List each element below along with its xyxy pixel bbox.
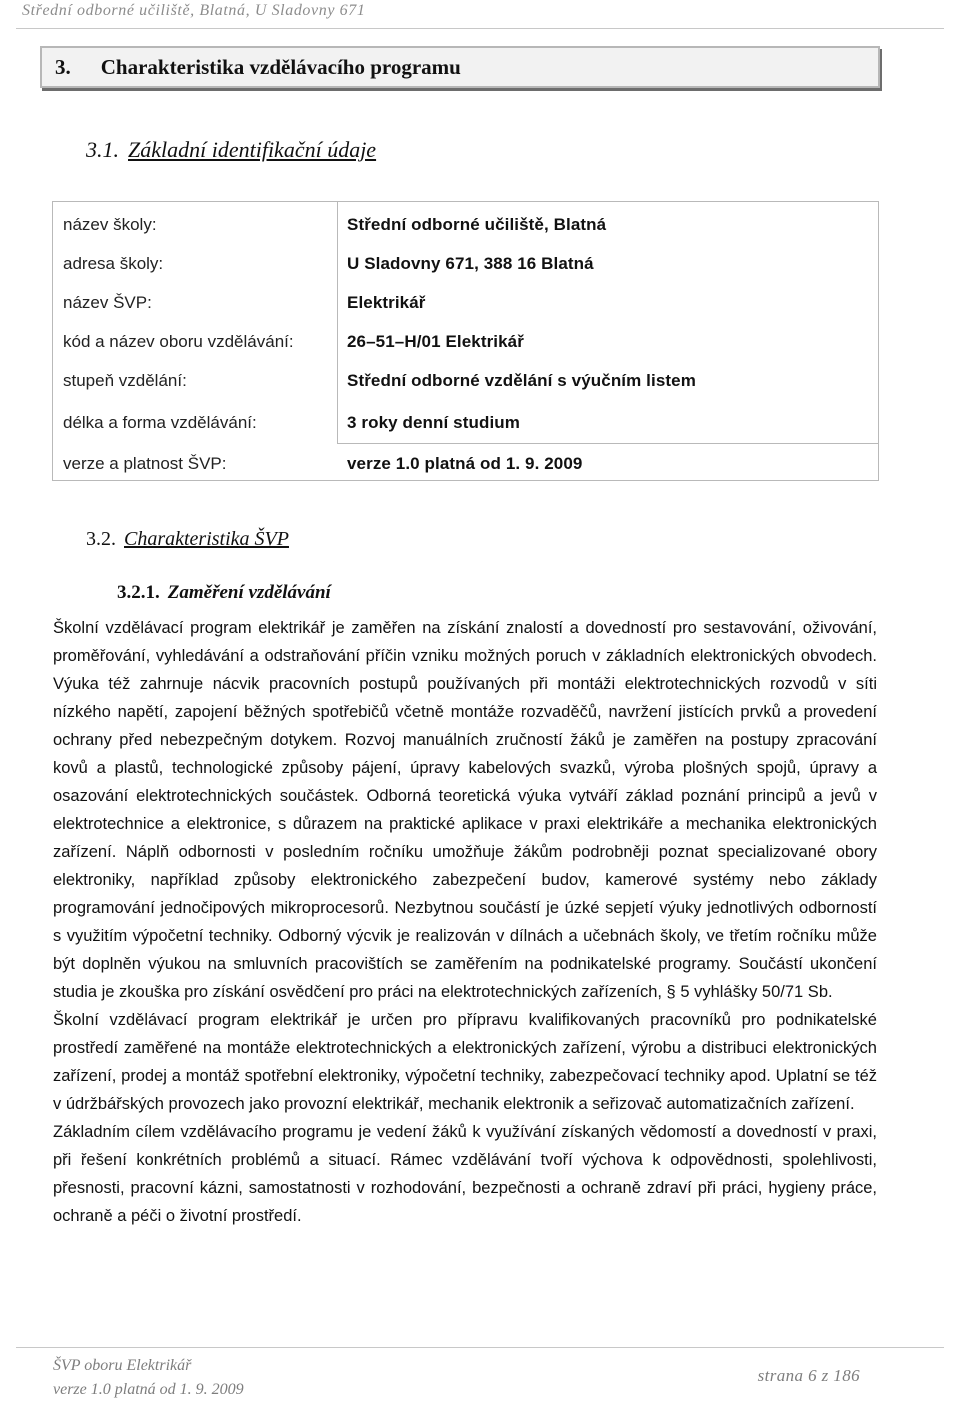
- id-label: kód a název oboru vzdělávání:: [63, 332, 294, 351]
- id-label: adresa školy:: [63, 254, 164, 273]
- id-value: Střední odborné vzdělání s výučním listem: [347, 371, 696, 390]
- identification-table: [52, 201, 879, 481]
- id-row-version: [53, 446, 878, 482]
- section-number: 3.1.: [86, 137, 119, 162]
- id-value: U Sladovny 671, 388 16 Blatná: [347, 254, 594, 273]
- paragraph: Školní vzdělávací program elektrikář je určen pro přípravu kvalifikovaných pracovníků pro podnikatelské prostředí zaměřené na montáže elektrotechnických a elektronických zařízení, výrobu a distribuci elektronických zařízení, prodej a montáž spotřební elektroniky, výpočetní techniky, zabezpečovací techniky apod. Uplatní se též v údržbářských provozech jako provozní elektrikář, mechanik elektronik a seřizovač automatizačních zařízení.: [53, 1011, 877, 1113]
- chapter-heading: [40, 46, 880, 88]
- id-label: verze a platnost ŠVP:: [63, 454, 227, 473]
- id-row-school-address: [53, 246, 878, 282]
- id-label: délka a forma vzdělávání:: [63, 413, 257, 432]
- id-row-program-name: [53, 285, 878, 321]
- subsection-title: Charakteristika ŠVP: [124, 528, 289, 550]
- id-label: název ŠVP:: [63, 293, 152, 312]
- body-text: [53, 614, 877, 1230]
- page-header: Střední odborné učiliště, Blatná, U Sladovny 671: [22, 2, 366, 19]
- id-value: verze 1.0 platná od 1. 9. 2009: [347, 454, 583, 473]
- subsubsection-number: 3.2.1.: [117, 582, 160, 603]
- header-rule: [16, 28, 944, 29]
- id-value: 3 roky denní studium: [347, 413, 520, 432]
- section-heading: [86, 137, 376, 163]
- id-label: stupeň vzdělání:: [63, 371, 187, 390]
- subsection-number: 3.2.: [86, 528, 116, 550]
- footer-left: [53, 1354, 244, 1402]
- paragraph: Základním cílem vzdělávacího programu je vedení žáků k využívání získaných vědomostí a dovedností v praxi, při řešení konkrétních problémů a situací. Rámec vzdělávání tvoří výchova k odpovědnosti, spolehlivosti, přesnosti, pracovní kázni, samostatnosti v rozhodování, bezpečnosti a ochraně zdraví při práci, hygieny práce, ochraně a péči o životní prostředí.: [53, 1123, 877, 1225]
- id-row-education-level: [53, 363, 878, 399]
- subsubsection-heading: [117, 582, 331, 604]
- chapter-number: 3.: [55, 55, 71, 79]
- chapter-title: Charakteristika vzdělávacího programu: [100, 55, 461, 79]
- id-row-school-name: [53, 207, 878, 243]
- id-row-study-form: [53, 405, 878, 441]
- footer-rule: [16, 1347, 944, 1348]
- footer-version: verze 1.0 platná od 1. 9. 2009: [53, 1381, 244, 1398]
- id-value: 26–51–H/01 Elektrikář: [347, 332, 524, 351]
- id-label: název školy:: [63, 215, 157, 234]
- id-value: Elektrikář: [347, 293, 426, 312]
- page-number: strana 6 z 186: [757, 1366, 860, 1385]
- section-title: Základní identifikační údaje: [128, 137, 377, 162]
- subsubsection-title: Zaměření vzdělávání: [167, 582, 331, 603]
- id-row-field-code: [53, 324, 878, 360]
- footer-doc-name: ŠVP oboru Elektrikář: [53, 1357, 192, 1374]
- id-value: Střední odborné učiliště, Blatná: [347, 215, 607, 234]
- subsection-heading: [86, 528, 289, 551]
- paragraph: Školní vzdělávací program elektrikář je zaměřen na získání znalostí a dovedností pro sestavování, oživování, proměřování, vyhledávání a odstraňování příčin vzniku možných poruch v základních elektronických obvodech. Výuka též zahrnuje nácvik pracovních postupů používaných při montáži elektrotechnických rozvodů v síti nízkého napětí, zapojení běžných spotřebičů včetně montáže rozvaděčů, navržení jistících prvků a provedení ochrany před nebezpečným dotykem. Rozvoj manuálních zručností žáků je zaměřen na postupy zpracování kovů a plastů, technologické způsoby pájení, úpravy kabelových svazků, výroba plošných spojů, úpravy a osazování elektrotechnických součástek. Odborná teoretická výuka vytváří základ poznání principů a jevů v elektrotechnice a elektronice, s důrazem na praktické aplikace v praxi elektrikáře a mechanika elektronických zařízení. Náplň odbornosti v posledním ročníku umožňuje žákům podrobněji poznat specializované obory elektroniky, například způsoby elektronického zabezpečení budov, kamerové systémy nebo základy programování jednočipových mikroprocesorů. Nezbytnou součástí je úzké sepjetí výuky jednotlivých odborností s využitím výpočetní techniky. Odborný výcvik je realizován v dílnách a učebnách školy, ve třetím ročníku může být doplněn výukou na smluvních pracovištích se zaměřením na podnikatelské programy. Součástí ukončení studia je zkouška pro získání osvědčení pro práci na elektrotechnických zařízeních, § 5 vyhlášky 50/71 Sb.: [53, 619, 877, 1001]
